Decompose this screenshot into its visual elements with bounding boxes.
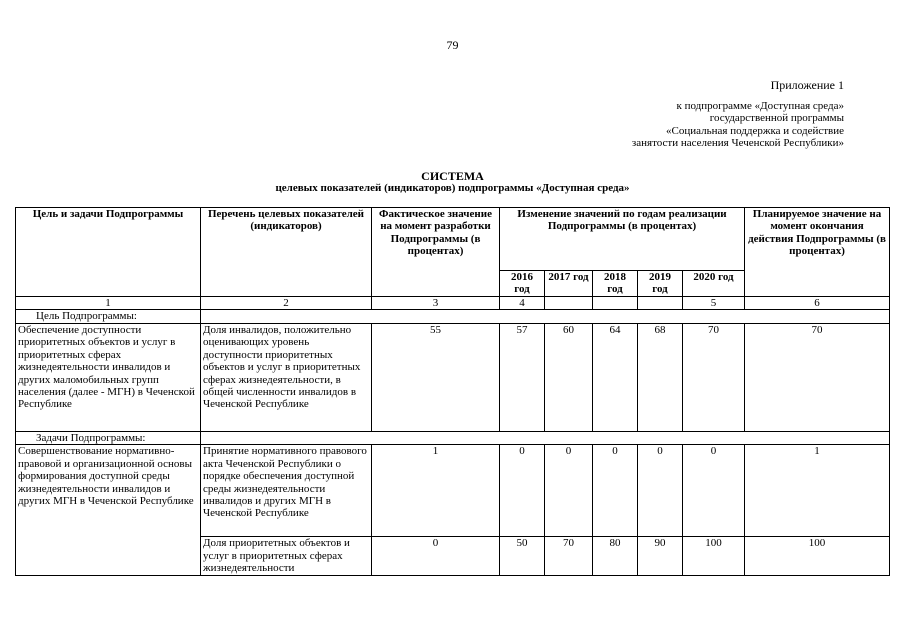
section-row-goal — [16, 310, 890, 323]
appendix-title: Приложение 1 — [770, 78, 844, 92]
header-actual: Фактическое значение на момент разработки Подпрограммы (в процентах) — [372, 208, 500, 297]
year-value: 0 — [593, 445, 638, 537]
year-value: 0 — [500, 445, 545, 537]
column-number: 4 — [500, 297, 545, 310]
header-yearly-change: Изменение значений по годам реализации Подпрограммы (в процентах) — [500, 208, 745, 271]
header-row — [16, 208, 890, 271]
actual-value: 55 — [372, 323, 500, 431]
header-indicators: Перечень целевых показателей (индикаторов) — [201, 208, 372, 297]
year-value: 0 — [545, 445, 593, 537]
column-number: 6 — [745, 297, 890, 310]
year-value: 64 — [593, 323, 638, 431]
year-value: 57 — [500, 323, 545, 431]
column-number: 1 — [16, 297, 201, 310]
header-year: 2020 год — [683, 271, 745, 297]
header-year: 2017 год — [545, 271, 593, 297]
empty-cell — [201, 310, 890, 323]
header-year: 2019 год — [638, 271, 683, 297]
planned-value: 1 — [745, 445, 890, 537]
year-value: 0 — [683, 445, 745, 537]
numbering-row — [16, 297, 890, 310]
empty-cell — [638, 297, 683, 310]
indicators-table — [15, 207, 890, 576]
year-value: 70 — [683, 323, 745, 431]
year-value: 0 — [638, 445, 683, 537]
table-row — [16, 445, 890, 537]
page-number: 79 — [446, 38, 459, 52]
actual-value: 0 — [372, 537, 500, 576]
document-title: СИСТЕМА — [421, 169, 484, 183]
empty-cell — [593, 297, 638, 310]
goal-cell: Обеспечение доступности приоритетных объектов и услуг в приоритетных сферах жизнедеятельности инвалидов и других маломобильных групп населения (далее - МГН) в Чеченской Республике — [16, 323, 201, 431]
column-number: 5 — [683, 297, 745, 310]
year-value: 50 — [500, 537, 545, 576]
indicator-cell: Доля приоритетных объектов и услуг в приоритетных сферах жизнедеятельности — [201, 537, 372, 576]
table-row — [16, 323, 890, 431]
appendix-line: «Социальная поддержка и содействие — [666, 124, 844, 137]
empty-cell — [201, 431, 890, 444]
year-value: 70 — [545, 537, 593, 576]
planned-value: 100 — [745, 537, 890, 576]
year-value: 68 — [638, 323, 683, 431]
appendix-line: к подпрограмме «Доступная среда» — [676, 100, 844, 112]
header-year: 2016 год — [500, 271, 545, 297]
appendix-reference — [560, 100, 844, 149]
section-label: Цель Подпрограммы: — [16, 310, 201, 323]
header-planned: Планируемое значение на момент окончания действия Подпрограммы (в процентах) — [745, 208, 890, 297]
indicator-cell: Доля инвалидов, положительно оценивающих уровень доступности приоритетных объектов и услуг в приоритетных сферах жизнедеятельности, в общей численности инвалидов в Чеченской Республике — [201, 323, 372, 431]
section-row-tasks — [16, 431, 890, 444]
year-value: 100 — [683, 537, 745, 576]
column-number: 3 — [372, 297, 500, 310]
planned-value: 70 — [745, 323, 890, 431]
actual-value: 1 — [372, 445, 500, 537]
header-year: 2018 год — [593, 271, 638, 297]
year-value: 90 — [638, 537, 683, 576]
header-goal: Цель и задачи Подпрограммы — [16, 208, 201, 297]
task-cell: Совершенствование нормативно-правовой и организационной основы формирования доступной среды жизнедеятельности инвалидов и других МГН в Чеченской Республике — [16, 445, 201, 576]
year-value: 60 — [545, 323, 593, 431]
appendix-line: занятости населения Чеченской Республики» — [631, 136, 844, 149]
column-number: 2 — [201, 297, 372, 310]
document-subtitle: целевых показателей (индикаторов) подпрограммы «Доступная среда» — [275, 182, 630, 194]
year-value: 80 — [593, 537, 638, 576]
empty-cell — [545, 297, 593, 310]
indicator-cell: Принятие нормативного правового акта Чеченской Республики о порядке обеспечения доступной среды жизнедеятельности инвалидов и других МГН в Чеченской Республике — [201, 445, 372, 537]
appendix-line: государственной программы — [709, 112, 844, 125]
section-label: Задачи Подпрограммы: — [16, 431, 201, 444]
